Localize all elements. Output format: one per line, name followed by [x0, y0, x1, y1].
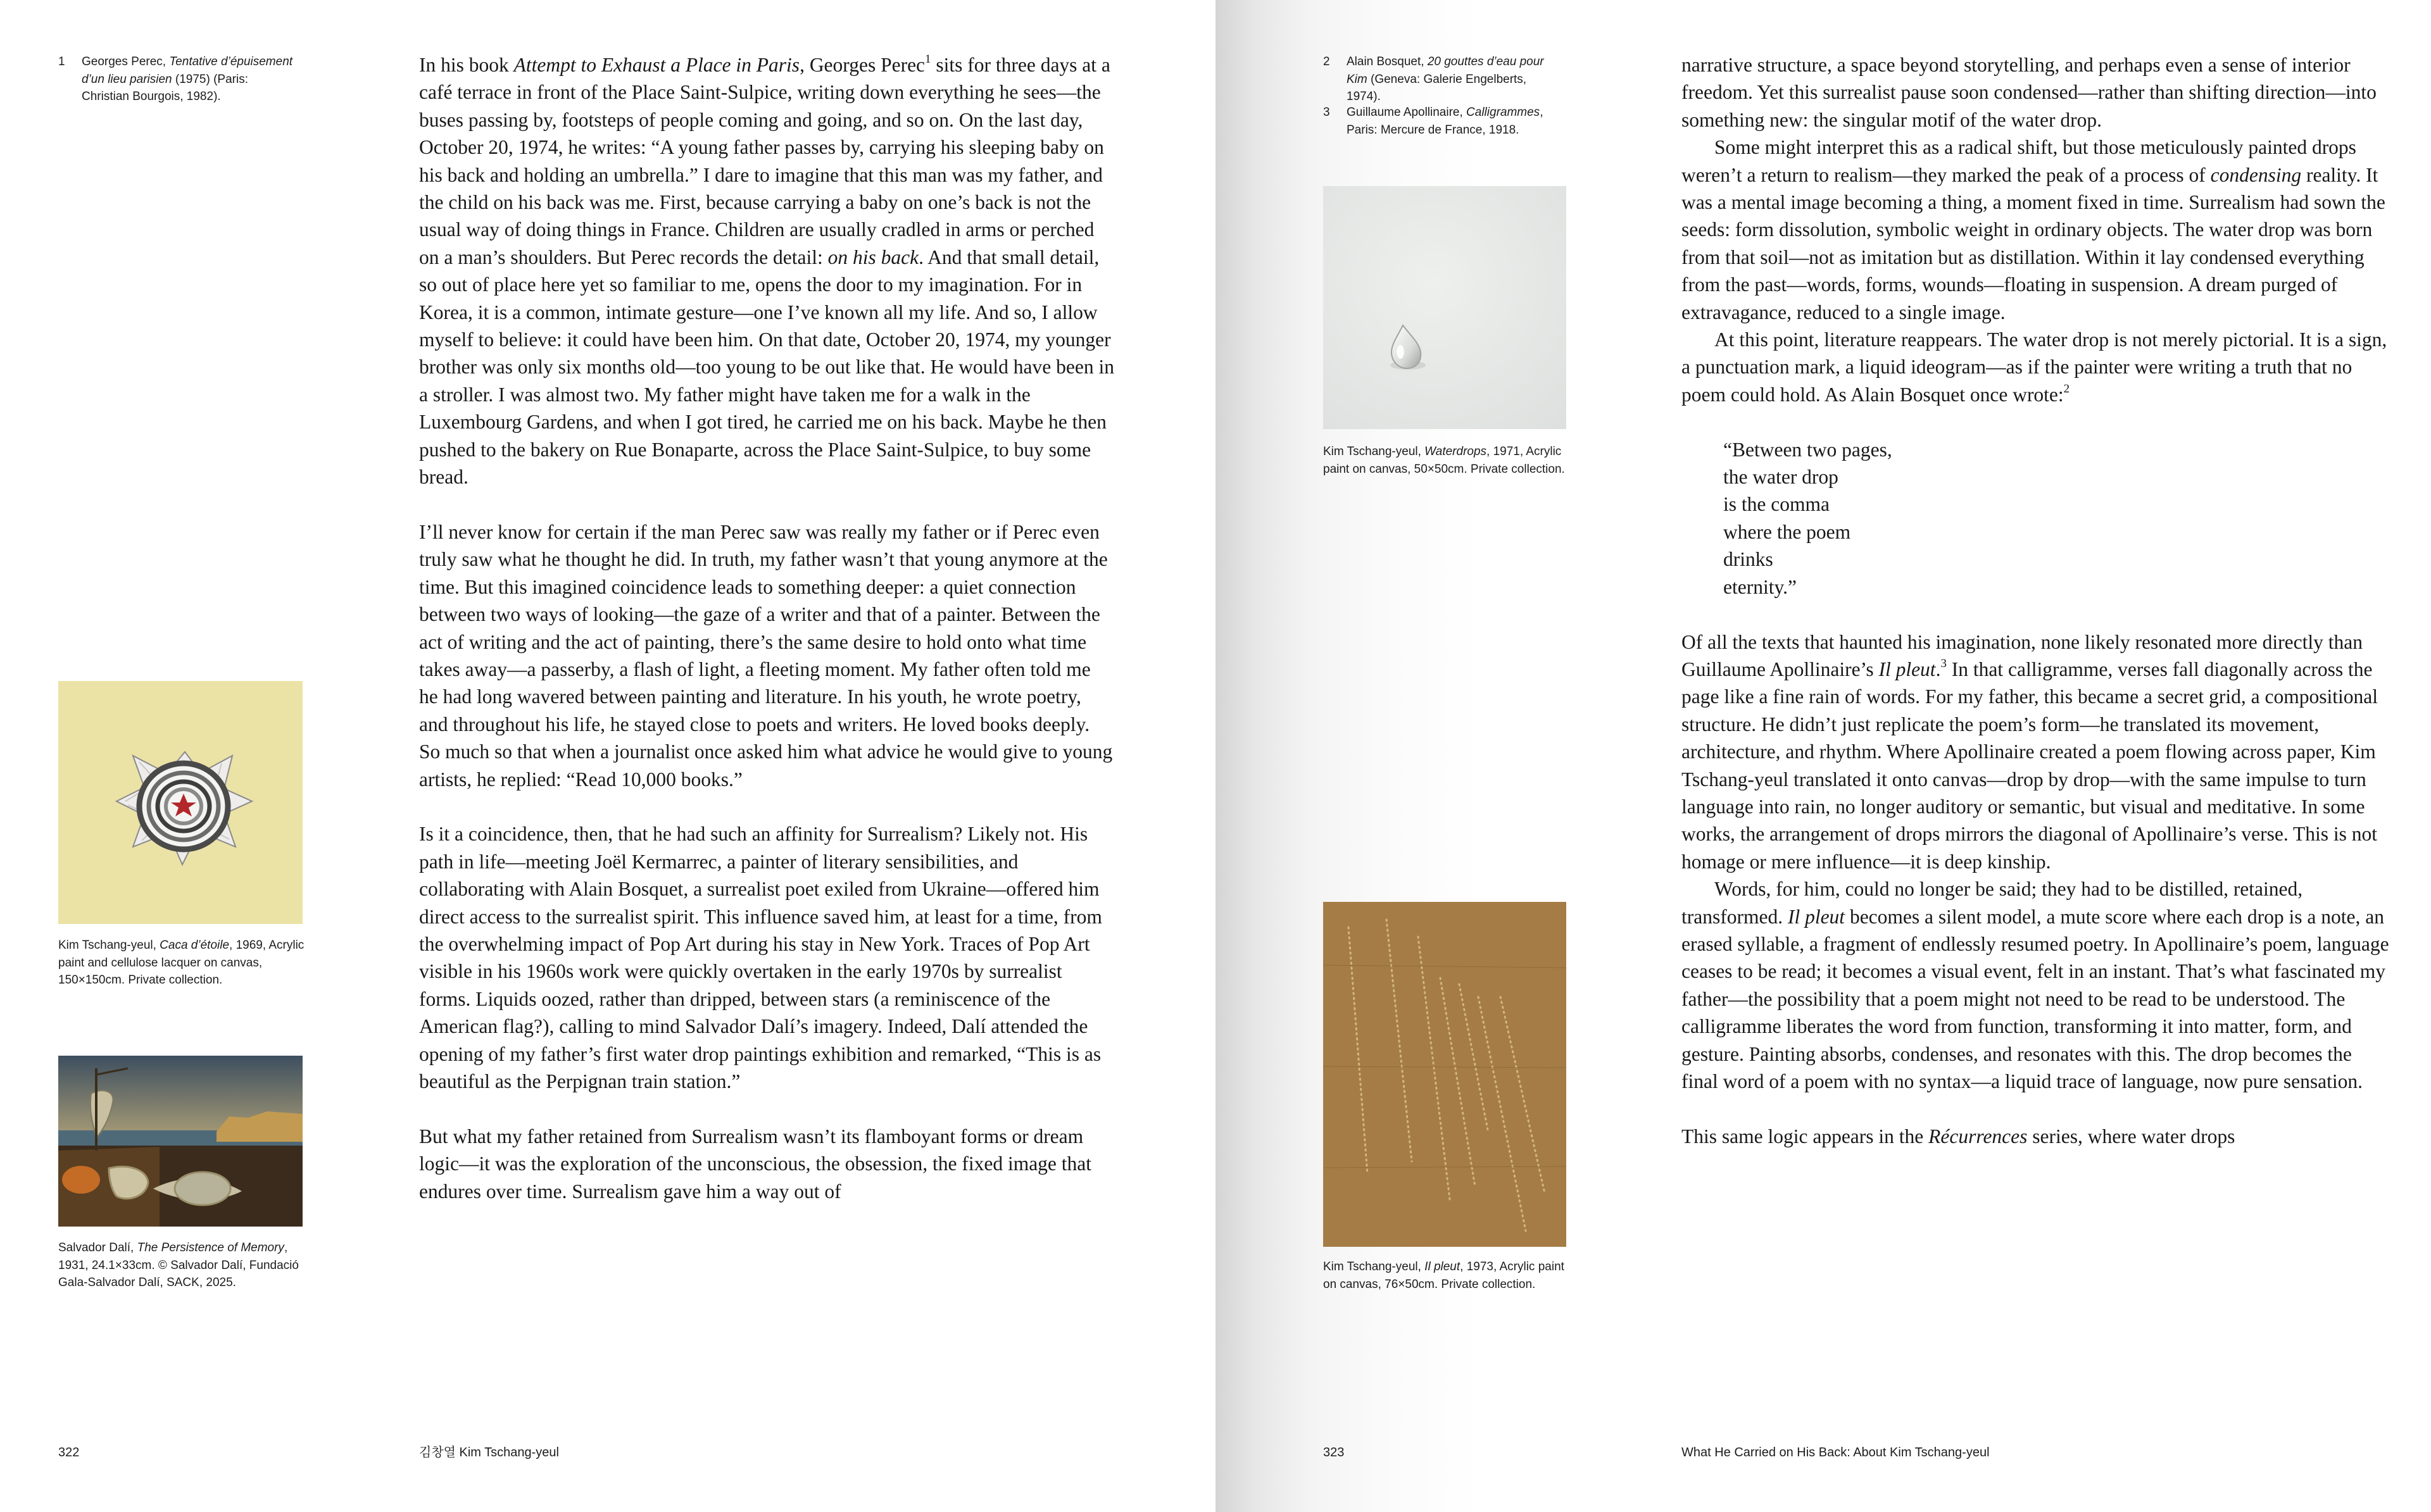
left-paragraph-4: But what my father retained from Surrealism wasn’t its flamboyant forms or dream logic—it was the exploration of the unconscious, the obsession, the fixed image that endures over time. Surrealism gave him a way out of	[419, 1125, 1092, 1203]
page-number-left: 322	[58, 1446, 80, 1459]
figure-waterdrops	[1323, 186, 1566, 429]
footnote-ref-1: 1	[925, 52, 931, 66]
right-paragraph-1: narrative structure, a space beyond storytelling, and perhaps even a sense of interior freedom. Yet this surrealist pause soon condensed—rather than shifting direction—into something new: the singular motif of the water drop.	[1681, 54, 2377, 131]
page-number-right: 323	[1323, 1446, 1345, 1459]
left-body-text	[419, 51, 1114, 1205]
waterdrops-image	[1323, 186, 1566, 429]
right-page	[1216, 0, 2431, 1512]
il-pleut-image	[1323, 902, 1566, 1247]
running-head-left: 김창열 Kim Tschang-yeul	[419, 1446, 559, 1459]
right-paragraph-5: Words, for him, could no longer be said; they had to be distilled, retained, transformed. Il pleut becomes a silent model, a mute score where each drop is a note, an erased syllable, a fragment of endlessly resumed poetry. In Apollinaire’s poem, language ceases to be read; it becomes a visual event, felt in an instant. That’s what fascinated my father—the possibility that a poem might not need to be read to be understood. The calligramme liberates the word from function, transforming it into matter, form, and gesture. Painting absorbs, condenses, and resonates with this. The drop becomes the final word of a poem with no syntax—a liquid trace of language, now pure sensation.	[1681, 878, 2389, 1092]
right-paragraph-3: At this point, literature reappears. The water drop is not merely pictorial. It is a sign, a punctuation mark, a liquid ideogram—as if the painter were writing a truth that no poem could hold. As Alain Bosquet once wrote:$^2$	[1681, 328, 2387, 406]
bosquet-quote	[1723, 436, 2393, 601]
left-paragraph-2: I’ll never know for certain if the man Perec saw was really my father or if Perec even truly saw what he thought he did. In truth, my father wasn’t that young anymore at the time. But this imagined coincidence leads to something deeper: a quiet connection between two ways of looking—the gaze of a writer and that of a painter. Between the act of writing and the act of painting, there’s the same desire to hold onto what time takes away—a passerby, a flash of light, a fleeting moment. My father often told me he had long wavered between painting and literature. In his youth, he wrote poetry, and throughout his life, he stayed close to poets and writers. He loved books deeply. So much so that when a journalist once asked him what advice he would give to young artists, he replied: “Read 10,000 books.”	[419, 520, 1113, 790]
running-head-right: What He Carried on His Back: About Kim Tschang-yeul	[1681, 1446, 1990, 1459]
left-paragraph-3: Is it a coincidence, then, that he had such an affinity for Surrealism? Likely not. His path in life—meeting Joël Kermarrec, a painter of literary sensibilities, and collaborating with Alain Bosquet, a surrealist poet exiled from Ukraine—offered him direct access to the surrealist spirit. This influence saved him, at least for a time, from the overwhelming impact of Pop Art during his stay in New York. Traces of Pop Art visible in his 1960s work were quickly overtaken in the early 1970s by surrealist forms. Liquids oozed, rather than dripped, between stars (a reminiscence of the American flag?), calling to mind Salvador Dalí’s imagery. Indeed, Dalí attended the opening of my father’s first water drop paintings exhibition and remarked, “This is as beautiful as the Perpignan train station.”	[419, 823, 1102, 1092]
quote-line: where the poem	[1723, 520, 1851, 543]
footnote-2: 2 Alain Bosquet, 20 gouttes d’eau pour Kim (Geneva: Galerie Engelberts, 1974).	[1323, 55, 1544, 103]
quote-line: eternity.”	[1723, 575, 1797, 598]
quote-line: is the comma	[1723, 493, 1830, 516]
persistence-of-memory-image	[58, 1056, 303, 1227]
footnote-3: 3 Guillaume Apollinaire, Calligrammes, Paris: Mercure de France, 1918.	[1323, 106, 1543, 137]
quote-line: the water drop	[1723, 466, 1838, 489]
figure-1-caption: Kim Tschang-yeul, Caca d’étoile, 1969, Acrylic paint and cellulose lacquer on canvas, 150×150cm. Private collection.	[58, 939, 305, 987]
figure-3-caption: Kim Tschang-yeul, Waterdrops, 1971, Acrylic paint on canvas, 50×50cm. Private collection.	[1323, 445, 1565, 476]
footnote-ref-3: 3	[1940, 656, 1947, 670]
figure-il-pleut	[1323, 902, 1566, 1247]
quote-line: drinks	[1723, 548, 1773, 571]
caca-d-etoile-image	[58, 681, 303, 924]
right-paragraph-2: Some might interpret this as a radical shift, but those meticulously painted drops weren’t a return to realism—they marked the peak of a process of condensing reality. It was a mental image becoming a thing, a moment fixed in time. Surrealism had sown the seeds: form dissolution, symbolic weight in ordinary objects. The water drop was born from that soil—not as imitation but as distillation. Within it lay condensed everything from the past—words, forms, wounds—floating in suspension. A dream purged of extravagance, reduced to a single image.	[1681, 136, 2385, 323]
quote-line: “Between two pages,	[1723, 438, 1892, 461]
figure-persistence-of-memory	[58, 1056, 303, 1227]
figure-4-caption: Kim Tschang-yeul, Il pleut, 1973, Acrylic paint on canvas, 76×50cm. Private collection.	[1323, 1260, 1564, 1291]
footnote-ref-2: 2	[2063, 382, 2070, 396]
right-paragraph-6: This same logic appears in the Récurrences series, where water drops	[1681, 1125, 2235, 1147]
figure-caca-d-etoile	[58, 681, 303, 924]
right-paragraph-4: Of all the texts that haunted his imagination, none likely resonated more directly than Guillaume Apollinaire’s Il pleut.$^3$ In that calligramme, verses fall diagonally across the page like a fine rain of words. For my father, this became a secret grid, a compositional structure. He didn’t just replicate the poem’s form—he translated its movement, architecture, and rhythm. Where Apollinaire created a poem flowing across paper, Kim Tschang-yeul translated it onto canvas—drop by drop—with the same impulse to turn language into rain, no longer auditory or semantic, but visual and meditative. In some works, the arrangement of drops mirrors the diagonal of Apollinaire’s verse. This is not homage or mere influence—it is deep kinship.	[1681, 630, 2378, 873]
footnote-1: 1 Georges Perec, Tentative d’épuisement d’un lieu parisien (1975) (Paris: Christian Bourgois, 1982).	[58, 55, 293, 103]
right-body-text	[1681, 51, 2393, 1150]
figure-2-caption: Salvador Dalí, The Persistence of Memory, 1931, 24.1×33cm. © Salvador Dalí, Fundació Gala-Salvador Dalí, SACK, 2025.	[58, 1241, 299, 1289]
left-paragraph-1: In his book Attempt to Exhaust a Place in Paris, Georges Perec$^1$ sits for three days at a café terrace in front of the Place Saint-Sulpice, writing down everything he sees—the buses passing by, footsteps of people coming and going, and so on. On the last day, October 20, 1974, he writes: “A young father passes by, carrying his sleeping baby on his back and holding an umbrella.” I dare to imagine that this man was my father, and the child on his back was me. First, because carrying a baby on one’s back is not the usual way of doing things in France. Children are usually cradled in arms or perched on a man’s shoulders. But Perec records the detail: on his back. And that small detail, so out of place here yet so familiar to me, opens the door to my imagination. For in Korea, it is a common, intimate gesture—one I’ve known all my life. And so, I allow myself to believe: it could have been him. On that date, October 20, 1974, my younger brother was only six months old—too young to be out like that. He would have been in a stroller. I was almost two. My father might have taken me for a walk in the Luxembourg Gardens, and when I got tired, he carried me on his back. Maybe he then pushed to the bakery on Rue Bonaparte, across the Place Saint-Sulpice, to buy some bread.	[419, 52, 1114, 489]
